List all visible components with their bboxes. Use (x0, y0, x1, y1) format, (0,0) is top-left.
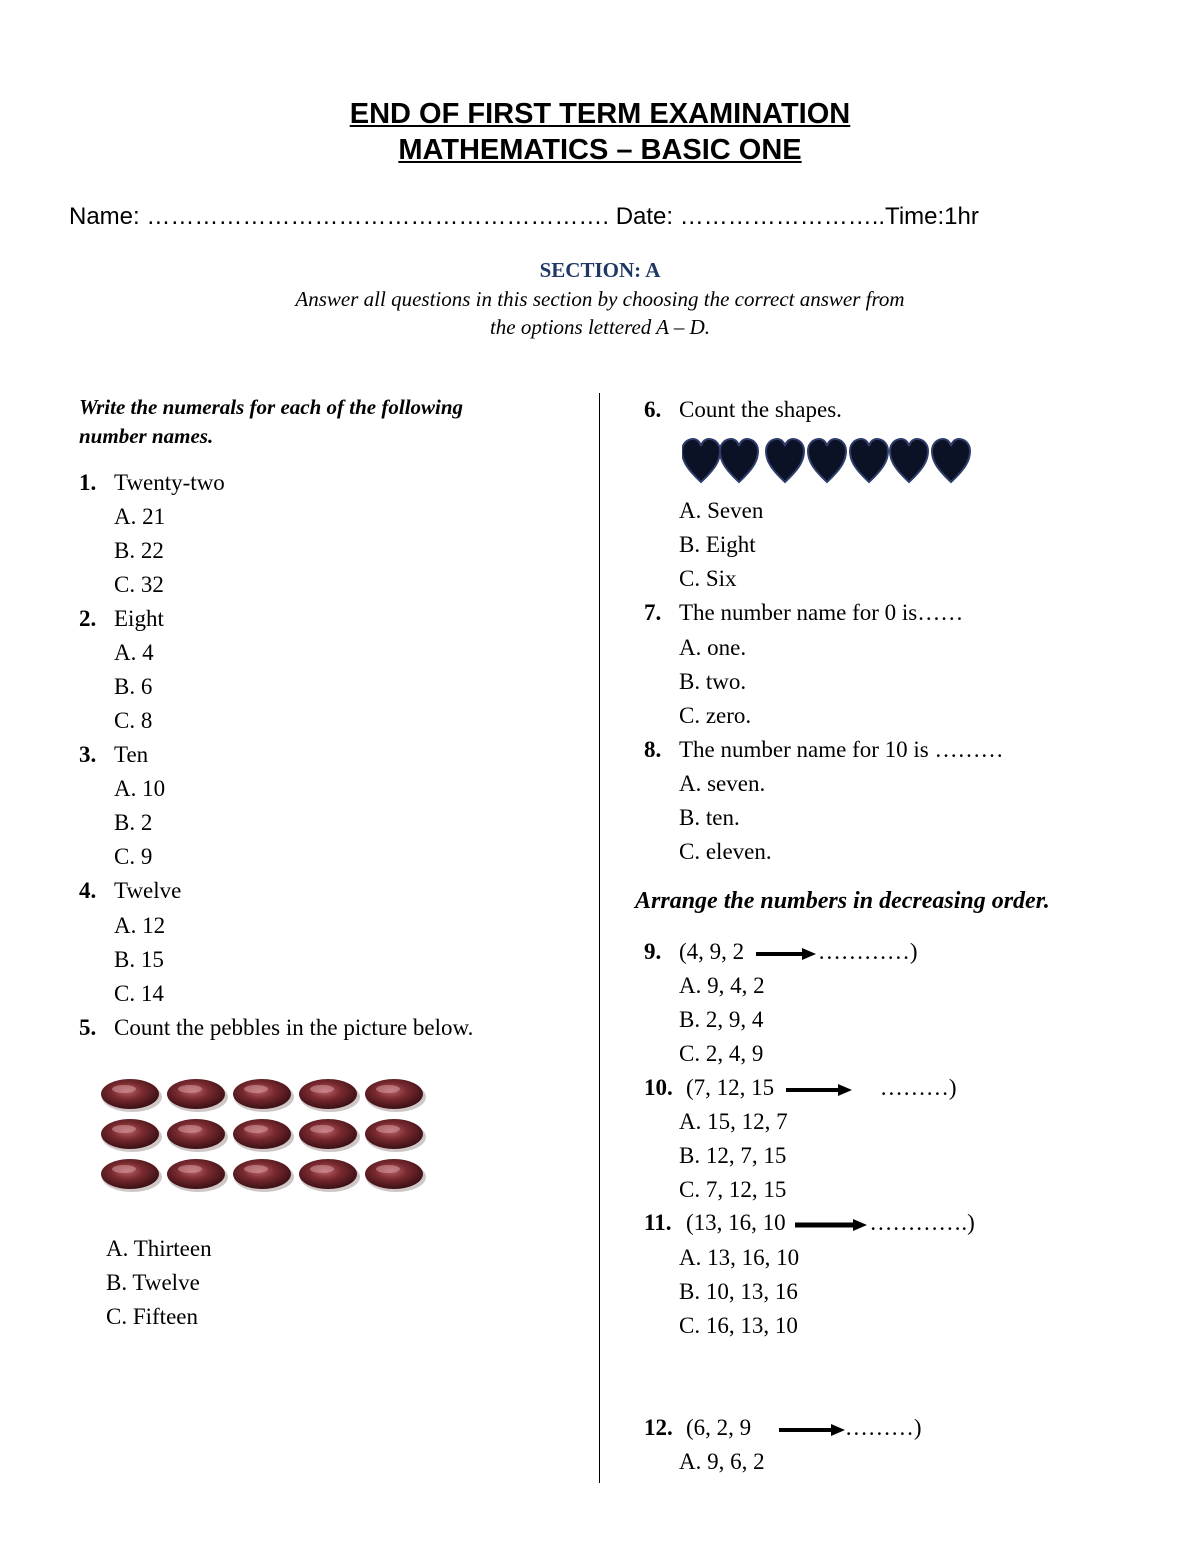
question-6 (644, 397, 842, 423)
q2-option-a[interactable]: A. 4 (114, 640, 154, 665)
q11-option-c[interactable]: C. 16, 13, 10 (679, 1313, 798, 1338)
pebble-icon (101, 1119, 162, 1152)
question-8 (644, 737, 1003, 763)
pebble-icon (365, 1119, 426, 1152)
q4-option-b[interactable]: B. 15 (114, 947, 164, 972)
pebble-icon (167, 1119, 228, 1152)
question-number: 5. (79, 1015, 97, 1040)
pebble-icon (233, 1119, 294, 1152)
pebbles-picture (98, 1074, 434, 1198)
q8-option-a[interactable]: A. seven. (679, 771, 766, 796)
right-arrow-icon (795, 1218, 867, 1232)
question-number: 3. (79, 742, 97, 767)
q2-option-b[interactable]: B. 6 (114, 674, 153, 699)
heart-icon (850, 439, 888, 482)
question-number: 12. (644, 1415, 673, 1440)
q9-option-b[interactable]: B. 2, 9, 4 (679, 1007, 764, 1032)
heart-icon (932, 439, 970, 482)
pebble-icon (167, 1079, 228, 1112)
q1-option-c[interactable]: C. 32 (114, 572, 164, 597)
q7-option-c[interactable]: C. zero. (679, 703, 752, 728)
question-suffix: …………) (817, 939, 918, 964)
right-arrow-icon (779, 1423, 845, 1437)
q9-option-a[interactable]: A. 9, 4, 2 (679, 973, 765, 998)
q10-option-a[interactable]: A. 15, 12, 7 (679, 1109, 788, 1134)
question-number: 7. (644, 600, 662, 625)
question-4 (79, 878, 181, 904)
left-directive-line2: number names. (79, 424, 214, 448)
question-prefix: (6, 2, 9 (686, 1415, 752, 1440)
question-text: Count the pebbles in the picture below. (114, 1015, 474, 1040)
pebble-icon (299, 1159, 360, 1192)
exam-title: END OF FIRST TERM EXAMINATION (349, 98, 851, 130)
question-3 (79, 742, 148, 768)
question-number: 11. (644, 1210, 672, 1235)
question-number: 2. (79, 606, 97, 631)
name-date-time-line: Name: …………………………………………………. Date: ……………………..Time:1hr (69, 203, 979, 230)
question-prefix: (13, 16, 10 (686, 1210, 786, 1235)
pebble-icon (299, 1119, 360, 1152)
question-number: 8. (644, 737, 662, 762)
right-arrow-icon (786, 1083, 852, 1097)
q11-option-b[interactable]: B. 10, 13, 16 (679, 1279, 798, 1304)
question-suffix: ………….) (869, 1210, 975, 1235)
exam-subject: MATHEMATICS – BASIC ONE (398, 134, 802, 166)
pebble-icon (365, 1159, 426, 1192)
question-9 (644, 939, 918, 965)
right-directive: Arrange the numbers in decreasing order. (635, 888, 1050, 914)
q6-option-a[interactable]: A. Seven (679, 498, 764, 523)
q4-option-a[interactable]: A. 12 (114, 913, 166, 938)
question-number: 4. (79, 878, 97, 903)
question-text: Count the shapes. (679, 397, 842, 422)
section-instruction-line1: Answer all questions in this section by choosing the correct answer from (295, 287, 905, 311)
q1-option-a[interactable]: A. 21 (114, 504, 166, 529)
q6-option-b[interactable]: B. Eight (679, 532, 756, 557)
pebble-icon (233, 1079, 294, 1112)
question-suffix: ………) (879, 1075, 957, 1100)
question-text: The number name for 10 is ……… (679, 737, 1004, 762)
pebble-icon (365, 1079, 426, 1112)
section-heading: SECTION: A (539, 258, 661, 282)
q9-option-c[interactable]: C. 2, 4, 9 (679, 1041, 764, 1066)
right-arrow-icon (756, 947, 816, 961)
q5-option-c[interactable]: C. Fifteen (106, 1304, 198, 1329)
question-number: 10. (644, 1075, 673, 1100)
question-text: Twenty-two (114, 470, 225, 495)
q3-option-b[interactable]: B. 2 (114, 810, 153, 835)
question-11 (644, 1210, 975, 1236)
heart-icon (720, 439, 758, 482)
pebble-icon (233, 1159, 294, 1192)
question-suffix: ………) (844, 1415, 922, 1440)
q10-option-c[interactable]: C. 7, 12, 15 (679, 1177, 787, 1202)
q5-option-a[interactable]: A. Thirteen (106, 1236, 212, 1261)
question-1 (79, 470, 225, 496)
heart-icon (890, 439, 928, 482)
pebble-icon (167, 1159, 228, 1192)
pebble-icon (101, 1159, 162, 1192)
question-10 (644, 1075, 957, 1101)
q7-option-a[interactable]: A. one. (679, 635, 747, 660)
q8-option-b[interactable]: B. ten. (679, 805, 740, 830)
q6-option-c[interactable]: C. Six (679, 566, 737, 591)
pebble-icon (299, 1079, 360, 1112)
q2-option-c[interactable]: C. 8 (114, 708, 153, 733)
question-number: 6. (644, 397, 662, 422)
q3-option-a[interactable]: A. 10 (114, 776, 166, 801)
question-prefix: (4, 9, 2 (679, 939, 745, 964)
question-12 (644, 1415, 922, 1441)
question-text: Twelve (114, 878, 182, 903)
q8-option-c[interactable]: C. eleven. (679, 839, 772, 864)
question-text: Ten (114, 742, 149, 767)
heart-icon (808, 439, 846, 482)
heart-icon (766, 439, 804, 482)
q3-option-c[interactable]: C. 9 (114, 844, 153, 869)
question-text: The number name for 0 is…… (679, 600, 964, 625)
q4-option-c[interactable]: C. 14 (114, 981, 164, 1006)
question-7 (644, 600, 963, 626)
question-text: Eight (114, 606, 164, 631)
column-divider (599, 393, 600, 1483)
question-2 (79, 606, 164, 632)
section-instruction-line2: the options lettered A – D. (489, 315, 711, 339)
pebble-icon (101, 1079, 162, 1112)
q7-option-b[interactable]: B. two. (679, 669, 747, 694)
q10-option-b[interactable]: B. 12, 7, 15 (679, 1143, 787, 1168)
q1-option-b[interactable]: B. 22 (114, 538, 164, 563)
heart-icon (682, 439, 720, 482)
question-prefix: (7, 12, 15 (686, 1075, 775, 1100)
question-number: 9. (644, 939, 662, 964)
left-directive-line1: Write the numerals for each of the following (79, 395, 464, 419)
q12-option-a[interactable]: A. 9, 6, 2 (679, 1449, 765, 1474)
q11-option-a[interactable]: A. 13, 16, 10 (679, 1245, 800, 1270)
question-5 (79, 1015, 473, 1041)
hearts-picture (682, 438, 972, 486)
question-number: 1. (79, 470, 97, 495)
q5-option-b[interactable]: B. Twelve (106, 1270, 200, 1295)
